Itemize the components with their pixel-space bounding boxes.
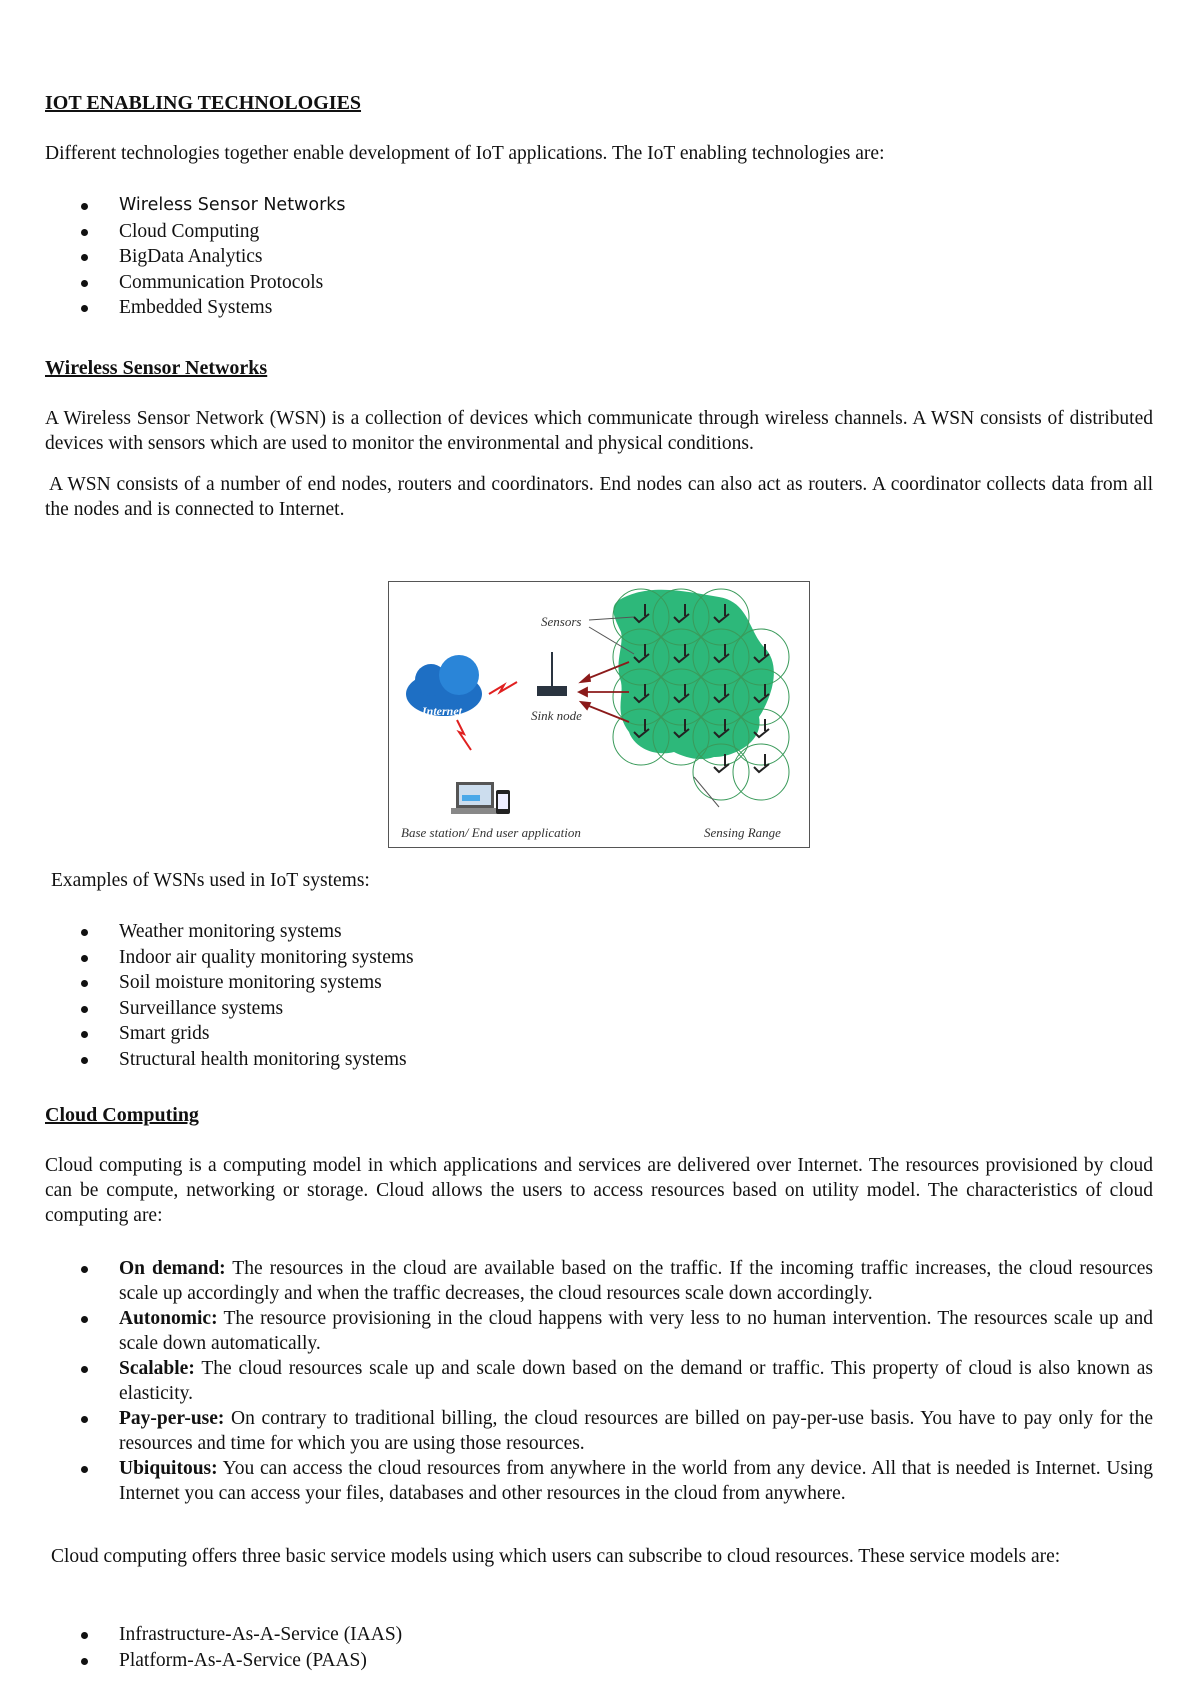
sink-node-icon — [537, 686, 567, 696]
list-item: Infrastructure-As-A-Service (IAAS) — [45, 1622, 402, 1648]
term: On demand: — [119, 1258, 226, 1279]
intro-paragraph: Different technologies together enable development of IoT applications. The IoT enabling technologies are: — [45, 143, 885, 164]
list-item: Pay-per-use: On contrary to traditional billing, the cloud resources are billed on pay-per-use basis. You have to pay only for the resources and time for which you are using those resources. — [45, 1406, 1153, 1456]
list-item: Ubiquitous: You can access the cloud resources from anywhere in the world from any device. All that is needed is Internet. Using Internet you can access your files, databases and other resources in the cloud from anywhere. — [45, 1456, 1153, 1506]
list-item: Platform-As-A-Service (PAAS) — [45, 1648, 402, 1674]
list-item: Smart grids — [45, 1021, 414, 1047]
examples-intro: Examples of WSNs used in IoT systems: — [51, 870, 370, 891]
wsn-paragraph-2: A WSN consists of a number of end nodes, routers and coordinators. End nodes can also act as routers. A coordinator collects data from all the nodes and is connected to Internet. — [45, 474, 1153, 520]
label-sink-node: Sink node — [531, 708, 582, 723]
term: Ubiquitous: — [119, 1458, 218, 1479]
list-item: Cloud Computing — [45, 219, 346, 245]
term: Pay-per-use: — [119, 1408, 225, 1429]
term: Scalable: — [119, 1358, 195, 1379]
list-item: Wireless Sensor Networks — [45, 193, 346, 219]
list-item: BigData Analytics — [45, 244, 346, 270]
page-title: IOT ENABLING TECHNOLOGIES — [45, 92, 362, 114]
list-item: Indoor air quality monitoring systems — [45, 945, 414, 971]
list-item: Soil moisture monitoring systems — [45, 970, 414, 996]
base-station-icon — [451, 782, 510, 814]
service-models-list — [45, 1622, 402, 1673]
list-item: Scalable: The cloud resources scale up and scale down based on the demand or traffic. This property of cloud is also known as elasticity. — [45, 1356, 1153, 1406]
technologies-list — [45, 193, 346, 321]
wsn-paragraph-1: A Wireless Sensor Network (WSN) is a collection of devices which communicate through wireless channels. A WSN consists of distributed devices with sensors which are used to monitor the environmental and physical conditions. — [45, 408, 1153, 454]
cloud-characteristics-list — [45, 1256, 1153, 1506]
cloud-paragraph-1: Cloud computing is a computing model in which applications and services are delivered over Internet. The resources provisioned by cloud can be compute, networking or storage. Cloud allows the users to access resources based on utility model. The characteristics of cloud computing are: — [45, 1155, 1153, 1226]
list-item: Surveillance systems — [45, 996, 414, 1022]
list-item: Communication Protocols — [45, 270, 346, 296]
list-item: On demand: The resources in the cloud are available based on the traffic. If the incoming traffic increases, the cloud resources scale up accordingly and when the traffic decreases, the cloud resources scale down accordingly. — [45, 1256, 1153, 1306]
label-sensing-range: Sensing Range — [704, 825, 781, 840]
section-heading-cloud: Cloud Computing — [45, 1104, 199, 1126]
list-item: Weather monitoring systems — [45, 919, 414, 945]
term: Autonomic: — [119, 1308, 218, 1329]
cloud-paragraph-2: Cloud computing offers three basic service models using which users can subscribe to cloud resources. These service models are: — [51, 1546, 1061, 1567]
list-item: Embedded Systems — [45, 295, 346, 321]
label-internet: Internet — [422, 704, 463, 718]
label-sensors: Sensors — [541, 614, 582, 629]
label-base-station: Base station/ End user application — [401, 825, 581, 840]
list-item: Structural health monitoring systems — [45, 1047, 414, 1073]
wsn-diagram — [388, 581, 810, 848]
wsn-examples-list — [45, 919, 414, 1072]
section-heading-wsn: Wireless Sensor Networks — [45, 357, 268, 379]
list-item: Autonomic: The resource provisioning in the cloud happens with very less to no human intervention. The resources scale up and scale down automatically. — [45, 1306, 1153, 1356]
